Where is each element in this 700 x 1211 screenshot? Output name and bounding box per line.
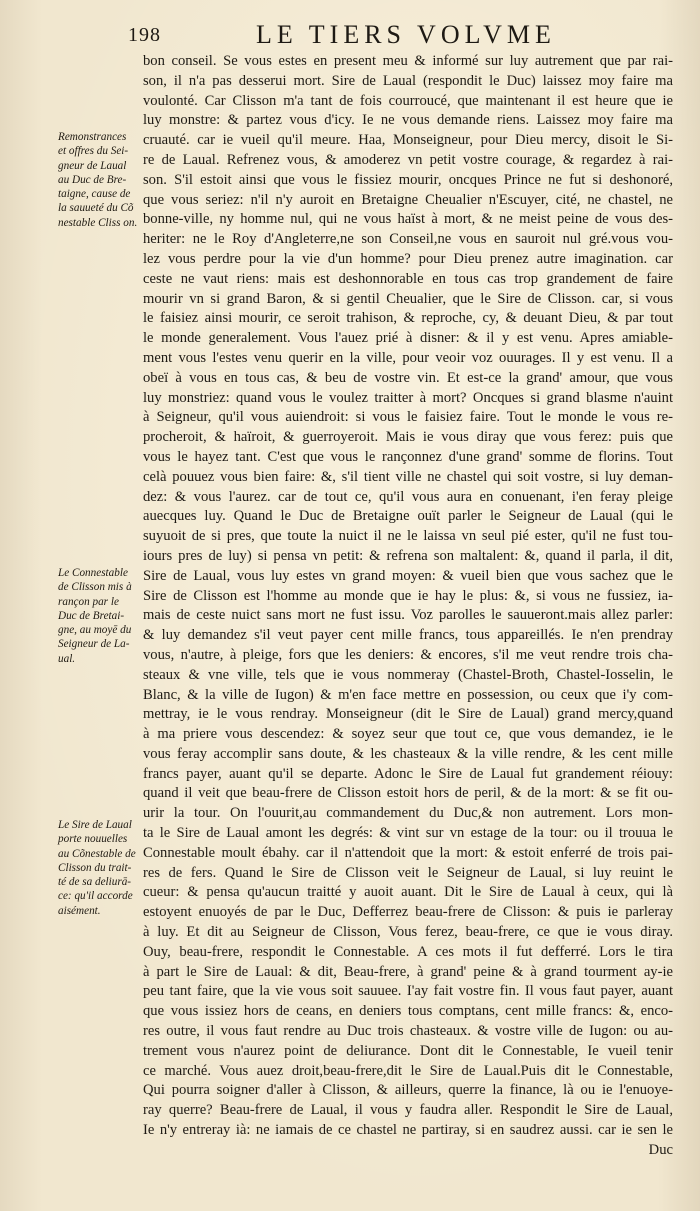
text-line: ceste ne vaut riens: mais est deshonnorable en tous cas trop grandement de faire	[143, 270, 673, 287]
text-line: son. S'il estoit ainsi que vous le fissiez mourir, oncques Prince ne fut si deshonoré,	[143, 171, 673, 188]
text-line: res outre, il vous faut rendre au Duc trois chasteaux. & vostre ville de Iugon: ou au-	[143, 1023, 673, 1040]
text-line: steaux & vne ville, tels que ie vous nommeray (Chastel-Broth, Chastel-Iosselin, le	[143, 666, 673, 683]
text-line: francs payer, auant qu'il se departe. Adonc le Sire de Laual fut grandement réiouy:	[143, 765, 673, 782]
text-line: vous le hayez tant. C'est que vous le rançonnez d'une grand' somme de florins. Tout	[143, 448, 673, 465]
margin-note-line: Clisson du trait-	[58, 861, 132, 874]
margin-note-line: porte nouuelles	[58, 833, 128, 846]
text-line: urir la tour. On l'ouurit,au commandement du Duc,& non autrement. Lors mon-	[143, 805, 673, 822]
text-line: mais de ceste nuict sans mort ne fust issu. Voz parolles le sauueront.mais allez parler:	[143, 607, 673, 624]
text-line: ce marché. Vous auez droit,beau-frere,dit le Sire de Laual.Puis dit le Connestable,	[143, 1062, 673, 1079]
margin-note-remonstrances	[58, 130, 138, 230]
margin-note-rancon	[58, 566, 138, 666]
text-line: heriter: ne le Roy d'Angleterre,ne son Conseil,ne vous en sauroit nul gré.vous vou-	[143, 231, 673, 248]
margin-note-line: rançon par le	[58, 595, 119, 608]
margin-note-line: aisément.	[58, 904, 101, 917]
margin-note-line: et offres du Sei-	[58, 145, 129, 158]
text-line: Sire de Clisson est l'homme au monde que ie hay le plus: &, si vous ne fussiez, ia-	[143, 587, 673, 604]
text-line: auecques luy. Quand le Duc de Bretaigne ouït parler le Seigneur de Laual (qui le	[143, 508, 673, 525]
text-line: res de fers. Quand le Sire de Clisson veit le Seigneur de Laual, si luy reuint le	[143, 864, 673, 881]
margin-note-line: gneur de Laual	[58, 159, 127, 172]
margin-note-line: gne, au moyē du	[58, 624, 132, 637]
margin-note-line: Le Sire de Laual	[58, 819, 132, 831]
text-line: cueur: & pensa qu'aucun traitté y auoit auant. Dit le Sire de Laual à ceux, qui là	[143, 884, 673, 901]
margin-note-line: ual.	[58, 652, 76, 665]
text-line: suyuoit de si pres, que toute la nuict il ne le laissa vn seul pié ester, qu'il ne fust tou-	[143, 528, 673, 545]
margin-note-line: au Duc de Bre-	[58, 173, 127, 186]
text-line: ment vous l'estes venu querir en la ville, pour veoir voz ouurages. Il y est venu. Il a	[143, 349, 673, 366]
text-line: lez vous perdre pour la vie d'un homme? pour Dieu prenez autre imagination. car	[143, 250, 673, 267]
text-line: mourir vn si grand Baron, & si gentil Cheualier, que le Sire de Clisson. car, si vous	[143, 290, 673, 307]
text-line: peu tant faire, que la vie vous soit sauuee. I'ay fait vostre fin. Il vous faut payer, auant	[143, 983, 673, 1000]
text-line: ta le Sire de Laual amont les degrés: & vint sur vn estage de la tour: ou il trouua le	[143, 825, 673, 842]
text-line: mettray, ie le vous rendray. Monseigneur (dit le Sire de Laual) grand mercy,quand	[143, 706, 673, 723]
text-line: cruauté. car ie vueil qu'il meure. Haa, Monseigneur, pour Dieu mercy, disoit le Si-	[143, 132, 673, 149]
margin-note-line: Duc de Bretai-	[58, 609, 125, 622]
text-line: à luy. Et dit au Seigneur de Clisson, Vous ferez, beau-frere, ce que ie vous diray.	[143, 924, 673, 941]
text-line: quand il veit que beau-frere de Clisson estoit hors de peril, & de la mort: & se fit ou-	[143, 785, 673, 802]
margin-note-line: té de sa deliurā-	[58, 876, 132, 889]
text-line: obeï à vous en tous cas, & beu de vostre vin. Et est-ce la grand' amour, que vous	[143, 369, 673, 386]
text-line: à ma priere vous descendez: & soyez seur que tout ce, que vous demandez, ie le	[143, 726, 673, 743]
margin-note-line: Le Connestable	[58, 567, 128, 579]
text-line: Qui pourra soigner d'aller à Clisson, & ailleurs, querre la finance, là ou ie l'enuoye-	[143, 1082, 673, 1099]
text-line: re de Laual. Refrenez vous, & amoderez vn petit vostre courage, & regardez à rai-	[143, 151, 673, 168]
text-line: que vous issiez hors de ceans, en deniers tous comptans, cent mille francs: &, enco-	[143, 1003, 673, 1020]
running-title: LE TIERS VOLVME	[256, 20, 556, 49]
margin-note-line: au Cõnestable de	[58, 847, 136, 860]
margin-note-line: ce: qu'il accorde	[58, 890, 133, 903]
text-line: dez: & vous l'aurez. car de tout ce, qu'il vous aura en conuenant, i'en feray pleige	[143, 488, 673, 505]
text-line: procheroit, & haïroit, & guerroyeroit. Mais ie vous diray que vous ferez: puis que	[143, 429, 673, 446]
margin-note-line: taigne, cause de	[58, 188, 131, 201]
text-line: à Seigneur, qu'il vous auiendroit: si vous le faisiez faire. Tout le monde le vous re-	[143, 409, 673, 426]
text-line: celà pouuez vous bien faire: &, s'il tient ville ne chastel qui soit vostre, si luy deman-	[143, 468, 673, 485]
text-line: à part le Sire de Laual: & dit, Beau-frere, à grand' peine & à grand tourment ay-ie	[143, 963, 673, 980]
margin-note-line: Seigneur de La-	[58, 638, 130, 651]
text-line: Ie n'y entreray ià: ne iamais de ce chastel ne partiray, si en saudrez aussi. car ie sen le	[143, 1122, 673, 1139]
running-head	[128, 22, 676, 50]
text-line: que vous seriez: n'il n'y auroit en Bretaigne Cheualier n'Escuyer, cité, ne chastel, ne	[143, 191, 673, 208]
text-line: voulonté. Car Clisson m'a tant de fois courroucé, que maintenant il est heure que ie	[143, 92, 673, 109]
text-line: bonne-ville, ny homme nul, qui ne vous haïst à mort, & ne meist peine de vous des-	[143, 211, 673, 228]
text-line: ray querre? Beau-frere de Laual, il vous y faudra aller. Respondit le Sire de Laual,	[143, 1102, 673, 1119]
text-line: Sire de Laual, vous luy estes vn grand moyen: & vueil bien que vous sachez que le	[143, 567, 673, 584]
text-line: luy monstre: & partez vous d'icy. Ie ne vous demande riens. Laissez moy faire ma	[143, 112, 673, 129]
text-line: vous, n'autre, à pleige, fors que les deniers: & encores, s'il me veut rendre trois cha-	[143, 646, 673, 663]
margin-note-line: nestable Cliss on.	[58, 216, 138, 229]
margin-note-line: Remonstrances	[58, 131, 127, 143]
margin-note-line: la sauueté du Cõ	[58, 202, 134, 215]
margin-note-nouuelles	[58, 818, 138, 918]
text-line: trement vous n'aurez point de deliurance. Dont dit le Connestable, Ie vueil tenir	[143, 1042, 673, 1059]
text-line: Ouy, beau-frere, respondit le Connestable. A ces mots il fut defferré. Lors le tira	[143, 943, 673, 960]
text-line: Blanc, & la ville de Iugon) & m'en face mettre en possession, ou ceux que i'y com-	[143, 686, 673, 703]
main-text-column	[143, 52, 673, 1161]
text-line: bon conseil. Se vous estes en present meu & informé sur luy autrement que par rai-	[143, 53, 673, 69]
text-line: le monde generalement. Vous l'auez prié à disner: & il y est venu. Apres amiable-	[143, 330, 673, 347]
margin-note-line: de Clisson mis à	[58, 581, 132, 594]
text-line: le faisiez ainsi mourir, ce seroit trahison, & reproche, cy, & deuant Dieu, & par tout	[143, 310, 673, 327]
text-line: iours pres de luy) si pensa vn petit: & refrena son maltalent: &, quand il parla, il dit,	[143, 547, 673, 564]
text-line: estoyent enuoyés de par le Duc, Defferrez beau-frere de Clisson: & puis ie parleray	[143, 904, 673, 921]
text-line: & luy demandez s'il veut payer cent mille francs, tous appareillés. Ie n'en prendray	[143, 627, 673, 644]
catchword: Duc	[648, 1141, 673, 1158]
text-line: Connestable moult ébahy. car il n'attendoit que la mort: & estoit enferré de trois pai-	[143, 844, 673, 861]
text-line: luy monstriez: quand vous le voulez traitter à mort? Oncques si grand blasme n'auint	[143, 389, 673, 406]
text-line: vous feray accomplir sans doute, & les chasteaux & la ville rendre, & les cent mille	[143, 745, 673, 762]
text-line: son, il n'a pas desserui mort. Sire de Laual (respondit le Duc) laissez moy faire ma	[143, 72, 673, 89]
page-number: 198	[128, 24, 161, 46]
